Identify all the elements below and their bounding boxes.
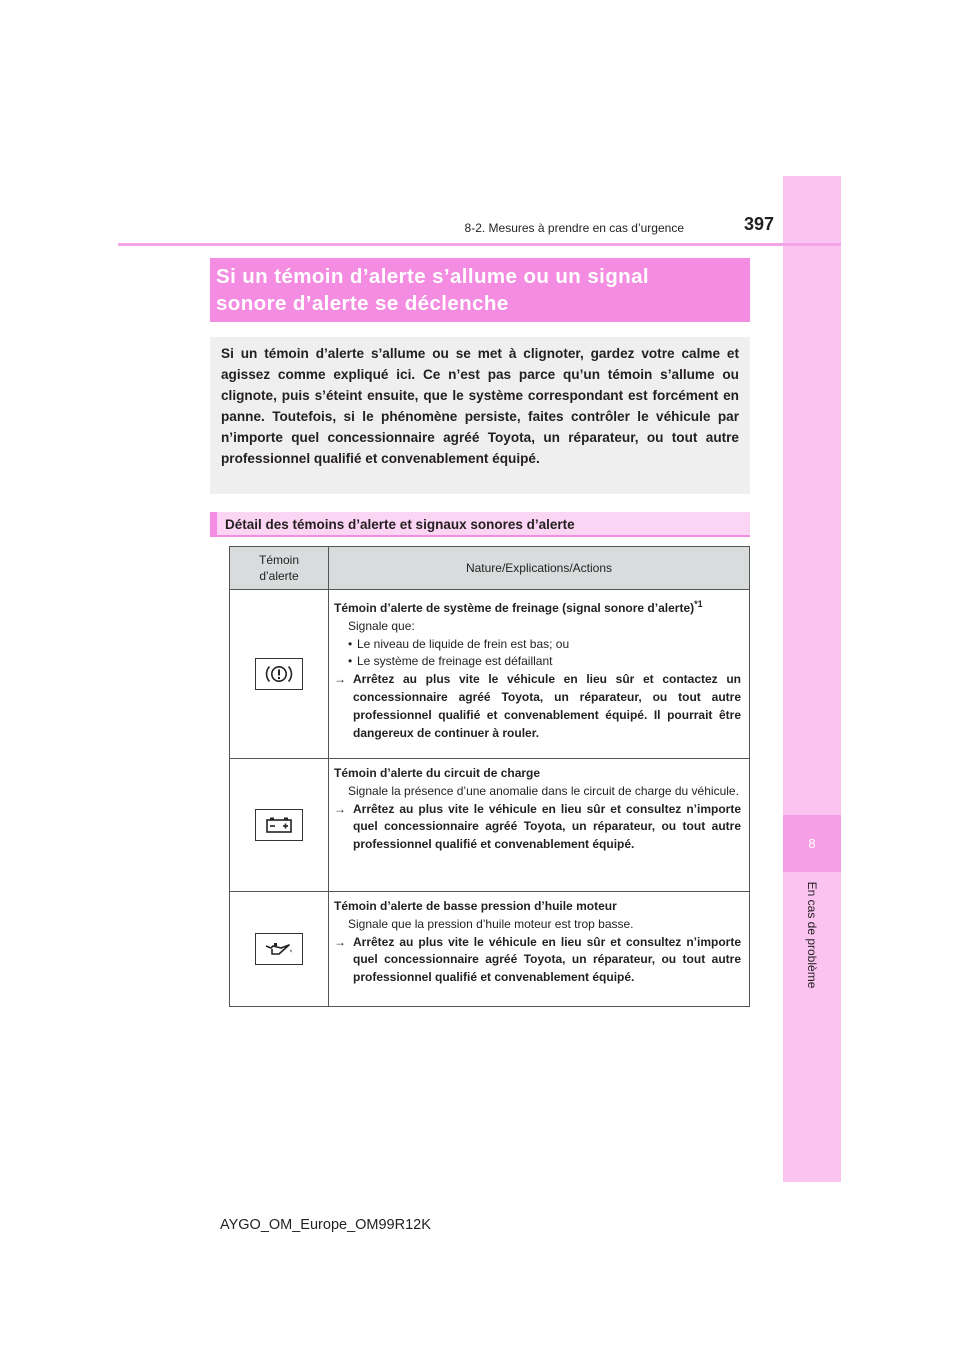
arrow-icon: → (334, 801, 346, 816)
warning-title: Témoin d’alerte du circuit de charge (334, 766, 541, 780)
brake-warning-icon (255, 658, 303, 690)
arrow-icon: → (334, 934, 346, 949)
chapter-side-tab (783, 176, 841, 1182)
page-number: 397 (743, 214, 774, 234)
bullet-item: • Le système de freinage est défaillant (334, 653, 741, 671)
chapter-number: 8 (783, 815, 841, 872)
description-cell (329, 892, 750, 1007)
warning-description: Signale que la pression d’huile moteur est trop basse. (348, 916, 634, 931)
description-cell (329, 759, 750, 892)
warning-action: → Arrêtez au plus vite le véhicule en lieu sûr et consultez n’importe quel concessionnaire agréé Toyota, un réparateur, ou tout autre professionnel qualifié et convenablement équipé. (334, 934, 741, 985)
page-title (216, 263, 744, 317)
section-title: 8-2. Mesures à prendre en cas d’urgence (464, 221, 684, 235)
warning-action: → Arrêtez au plus vite le véhicule en lieu sûr et consultez n’importe quel concessionnaire agréé Toyota, un réparateur, ou tout autre professionnel qualifié et convenablement équipé. (334, 801, 741, 852)
warning-title: Témoin d’alerte de basse pression d’huile moteur (334, 899, 617, 913)
subheading-box (210, 512, 750, 537)
intro-box (210, 337, 750, 494)
warning-description: Signale la présence d’une anomalie dans le circuit de charge du véhicule. (348, 783, 739, 798)
table-header-row (230, 547, 750, 590)
table-row (230, 892, 750, 1007)
subheading: Détail des témoins d’alerte et signaux sonores d’alerte (225, 517, 575, 532)
icon-cell (230, 892, 329, 1007)
description-cell (329, 590, 750, 759)
intro-text: Si un témoin d’alerte s’allume ou se met à clignoter, gardez votre calme et agissez comme expliqué ici. Ce n’est pas parce qu’un témoin s’allume ou clignote, puis s’éteint ensuite, que le système correspondant est forcément en panne. Toutefois, si le phénomène persiste, faites contrôler le véhicule par n’importe quel concessionnaire agréé Toyota, un réparateur, ou tout autre professionnel qualifié et convenablement équipé. (221, 346, 739, 466)
page-title-line2: sonore d’alerte se déclenche (216, 292, 509, 315)
page-title-box (210, 258, 750, 322)
chapter-label: En cas de problème (805, 881, 819, 989)
warning-table (229, 546, 750, 1007)
table-row (230, 590, 750, 759)
warning-description: Signale que: (348, 618, 415, 633)
footer-doc-code: AYGO_OM_Europe_OM99R12K (220, 1217, 431, 1233)
page-title-line1: Si un témoin d’alerte s’allume ou un signal (216, 265, 649, 288)
icon-cell (230, 590, 329, 759)
battery-charge-icon (255, 809, 303, 841)
table-row (230, 759, 750, 892)
icon-cell (230, 759, 329, 892)
bullet-item: • Le niveau de liquide de frein est bas; ou (334, 636, 741, 654)
oil-pressure-icon (255, 933, 303, 965)
warning-title: Témoin d’alerte de système de freinage (signal sonore d’alerte)$^{*1}$ (334, 599, 703, 615)
header-divider (118, 243, 841, 246)
footnote-ref: *1 (694, 599, 703, 609)
arrow-icon: → (334, 672, 346, 687)
table-header-icon: Témoin d’alerte (230, 547, 329, 590)
warning-action: → Arrêtez au plus vite le véhicule en lieu sûr et contactez un concessionnaire agréé Toyota, un réparateur, ou tout autre professionnel qualifié et convenablement équipé. Il pourrait être dangereux de continuer à rouler. (334, 672, 741, 740)
table-header-description: Nature/Explications/Actions (329, 547, 750, 590)
